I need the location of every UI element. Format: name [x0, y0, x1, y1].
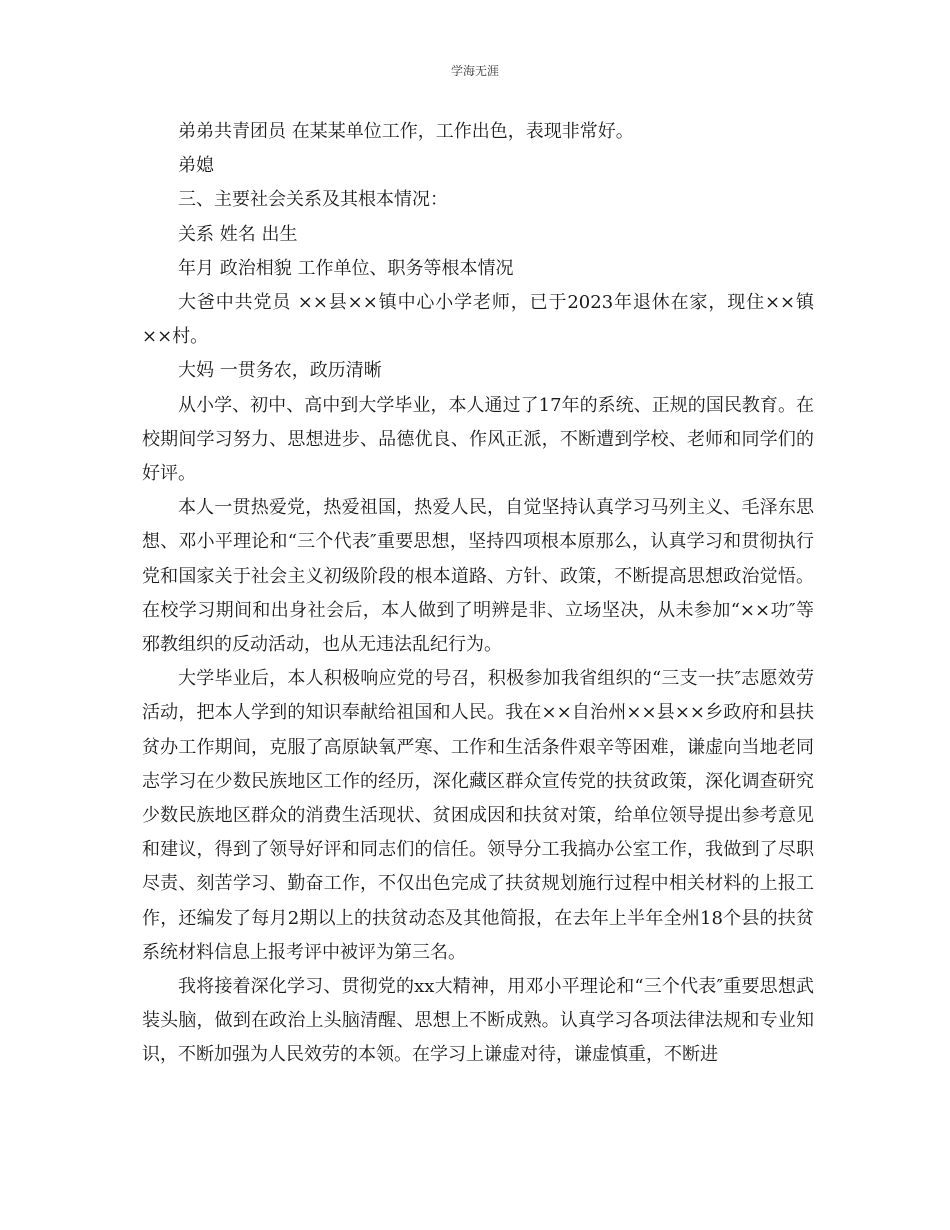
paragraph-aunt: 大妈 一贯务农，政历清晰	[178, 360, 382, 382]
section-heading-social-relations: 三、主要社会关系及其根本情况：	[178, 189, 448, 211]
paragraph-sister-in-law: 弟媳	[178, 155, 214, 177]
paragraph-uncle: 大爸中共党员 ××县××镇中心小学老师，已于2023年退休在家，现住××镇××村。	[142, 292, 814, 348]
page-header: 学海无涯	[450, 64, 499, 78]
document-body	[142, 115, 814, 1073]
paragraph-table-header-1: 关系 姓名 出生	[178, 223, 298, 245]
paragraph-political: 本人一贯热爱党，热爱祖国，热爱人民，自觉坚持认真学习马列主义、毛泽东思想、邓小平理论和“三个代表″重要思想，坚持四项根本原那么，认真学习和贯彻执行党和国家关于社会主义初级阶段的根本道路、方针、政策，不断提高思想政治觉悟。在校学习期间和出身社会后，本人做到了明辨是非、立场坚决，从未参加“××功″等邪教组织的反动活动，也从无违法乱纪行为。	[142, 497, 814, 656]
paragraph-brother: 弟弟共青团员 在某某单位工作，工作出色，表现非常好。	[178, 121, 634, 142]
paragraph-table-header-2: 年月 政治相貌 工作单位、职务等根本情况	[178, 257, 514, 279]
paragraph-future-plans: 我将接着深化学习、贯彻党的xx大精神，用邓小平理论和“三个代表″重要思想武装头脑，做到在政治上头脑清醒、思想上不断成熟。认真学习各项法律法规和专业知识，不断加强为人民效劳的本领。在学习上谦虚对待，谦虚慎重，不断进	[142, 976, 814, 1066]
paragraph-work-experience: 大学毕业后，本人积极响应党的号召，积极参加我省组织的“三支一扶″志愿效劳活动，把本人学到的知识奉献给祖国和人民。我在××自治州××县××乡政府和县扶贫办工作期间，克服了高原缺氧严寒、工作和生活条件艰辛等困难，谦虚向当地老同志学习在少数民族地区工作的经历，深化藏区群众宣传党的扶贫政策，深化调查研究少数民族地区群众的消费生活现状、贫困成因和扶贫对策，给单位领导提出参考意见和建议，得到了领导好评和同志们的信任。领导分工我搞办公室工作，我做到了尽职尽责、刻苦学习、勤奋工作，不仅出色完成了扶贫规划施行过程中相关材料的上报工作，还编发了每月2期以上的扶贫动态及其他简报，在去年上半年全州18个县的扶贫系统材料信息上报考评中被评为第三名。	[142, 668, 814, 963]
paragraph-education: 从小学、初中、高中到大学毕业，本人通过了17年的系统、正规的国民教育。在校期间学习努力、思想进步、品德优良、作风正派，不断遭到学校、老师和同学们的好评。	[142, 394, 814, 485]
